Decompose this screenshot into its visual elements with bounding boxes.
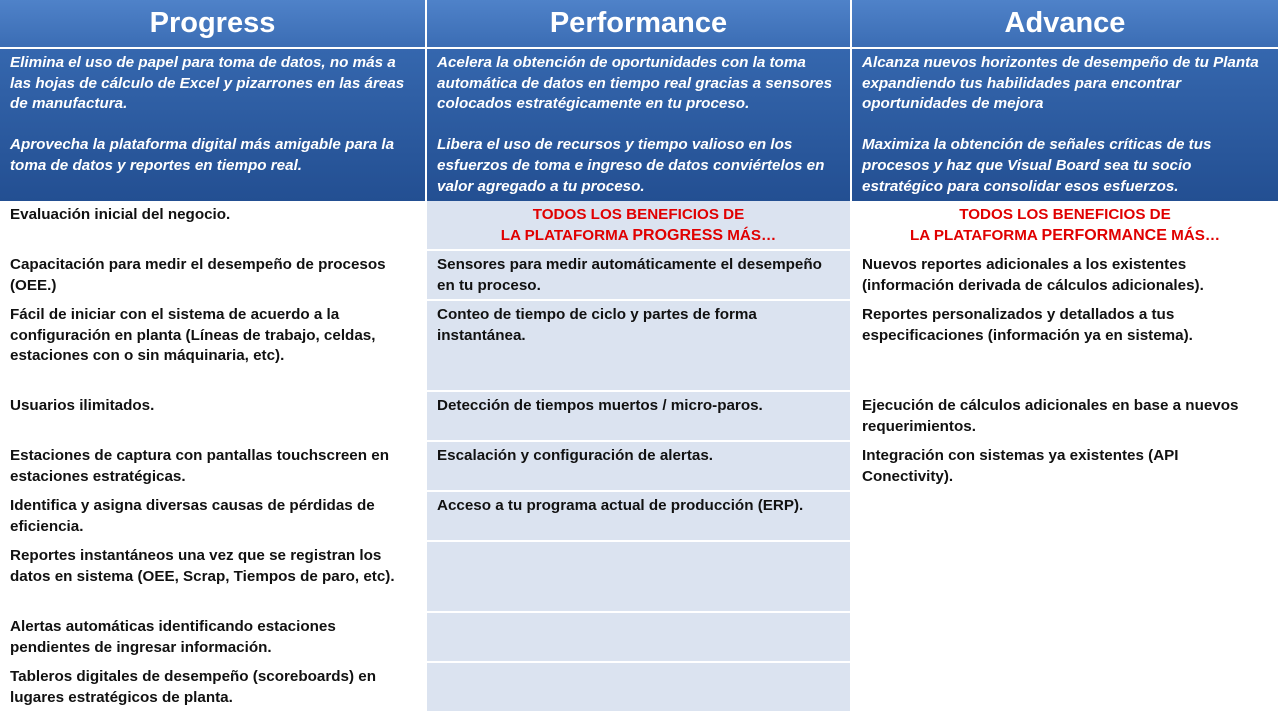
banner-line1: TODOS LOS BENEFICIOS DE <box>959 206 1171 223</box>
table-row <box>0 492 1280 542</box>
description-paragraph: Maximiza la obtención de señales críticas de tus procesos y haz que Visual Board sea tu socio estratégico para consolidar esos esfuerzos. <box>862 136 1212 195</box>
advance-feature <box>852 663 1278 713</box>
performance-feature: Escalación y configuración de alertas. <box>427 442 850 492</box>
table-row <box>0 201 1280 251</box>
performance-feature: Sensores para medir automáticamente el desempeño en tu proceso. <box>427 251 850 301</box>
progress-feature: Fácil de iniciar con el sistema de acuerdo a la configuración en planta (Líneas de trabajo, celdas, estaciones con o sin máquinaria, etc). <box>0 301 425 392</box>
progress-feature: Estaciones de captura con pantallas touchscreen en estaciones estratégicas. <box>0 442 425 492</box>
description-paragraph: Acelera la obtención de oportunidades con la toma automática de datos en tiempo real gracias a sensores colocados estratégicamente en tu proceso. <box>437 54 833 113</box>
header-progress: Progress <box>0 0 425 49</box>
progress-feature: Tableros digitales de desempeño (scoreboards) en lugares estratégicos de planta. <box>0 663 425 713</box>
description-paragraph: Alcanza nuevos horizontes de desempeño de tu Planta expandiendo tus habilidades para encontrar oportunidades de mejora <box>862 54 1259 113</box>
header-advance: Advance <box>852 0 1278 49</box>
banner-suffix: MÁS… <box>723 226 777 244</box>
table-row <box>0 301 1280 392</box>
performance-benefits-banner <box>427 201 850 251</box>
description-paragraph: Libera el uso de recursos y tiempo valioso en los esfuerzos de toma e ingreso de datos conviértelos en valor agregado a tu proceso. <box>437 136 825 195</box>
performance-feature <box>427 663 850 713</box>
advance-feature: Nuevos reportes adicionales a los existentes (información derivada de cálculos adicionales). <box>852 251 1278 301</box>
description-row <box>0 49 1280 201</box>
advance-feature: Integración con sistemas ya existentes (API Conectivity). <box>852 442 1278 492</box>
banner-prefix: LA PLATAFORMA <box>909 226 1042 244</box>
performance-feature: Conteo de tiempo de ciclo y partes de forma instantánea. <box>427 301 850 392</box>
advance-description <box>852 49 1278 201</box>
table-row <box>0 663 1280 713</box>
banner-plan: PROGRESS <box>632 226 724 244</box>
advance-feature: Ejecución de cálculos adicionales en base a nuevos requerimientos. <box>852 392 1278 442</box>
progress-feature: Evaluación inicial del negocio. <box>0 201 425 251</box>
progress-feature: Identifica y asigna diversas causas de pérdidas de eficiencia. <box>0 492 425 542</box>
table-row <box>0 392 1280 442</box>
performance-description <box>427 49 850 201</box>
banner-line1: TODOS LOS BENEFICIOS DE <box>532 206 745 223</box>
description-paragraph: Elimina el uso de papel para toma de datos, no más a las hojas de cálculo de Excel y pizarrones en las áreas de manufactura. <box>10 54 405 113</box>
banner-prefix: LA PLATAFORMA <box>500 226 633 244</box>
progress-feature: Capacitación para medir el desempeño de procesos (OEE.) <box>0 251 425 301</box>
table-row <box>0 251 1280 301</box>
progress-description <box>0 49 425 201</box>
progress-feature: Alertas automáticas identificando estaciones pendientes de ingresar información. <box>0 613 425 663</box>
banner-suffix: MÁS… <box>1166 226 1221 244</box>
header-row <box>0 0 1280 49</box>
performance-feature: Acceso a tu programa actual de producción (ERP). <box>427 492 850 542</box>
description-paragraph: Aprovecha la plataforma digital más amigable para la toma de datos y reportes en tiempo real. <box>10 136 395 174</box>
progress-feature: Reportes instantáneos una vez que se registran los datos en sistema (OEE, Scrap, Tiempos de paro, etc). <box>0 542 425 613</box>
advance-benefits-banner <box>852 201 1278 251</box>
header-performance: Performance <box>427 0 850 49</box>
advance-feature <box>852 542 1278 613</box>
advance-feature <box>852 492 1278 542</box>
table-row <box>0 613 1280 663</box>
performance-feature <box>427 542 850 613</box>
banner-plan: PERFORMANCE <box>1041 226 1167 244</box>
table-row <box>0 542 1280 613</box>
progress-feature: Usuarios ilimitados. <box>0 392 425 442</box>
performance-feature <box>427 613 850 663</box>
advance-feature <box>852 613 1278 663</box>
table-row <box>0 442 1280 492</box>
advance-feature: Reportes personalizados y detallados a tus especificaciones (información ya en sistema). <box>852 301 1278 392</box>
performance-feature: Detección de tiempos muertos / micro-paros. <box>427 392 850 442</box>
